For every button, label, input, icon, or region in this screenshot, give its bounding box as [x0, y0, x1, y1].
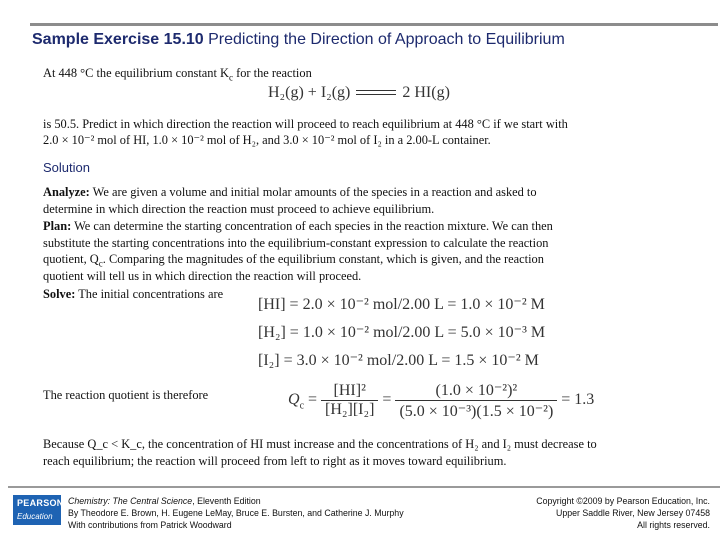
plan-text-1: We can determine the starting concentration of each species in the reaction mixture. We can then — [71, 219, 553, 233]
copyright-line-2: Upper Saddle River, New Jersey 07458 — [555, 508, 710, 518]
quotient-label: The reaction quotient is therefore — [43, 388, 209, 402]
footer-authors: By Theodore E. Brown, H. Eugene LeMay, Bruce E. Bursten, and Catherine J. Murphy — [68, 508, 404, 518]
conclusion-line-2: reach equilibrium; the reaction will proceed from left to right as it moves toward equilibrium. — [43, 454, 507, 468]
footer-book-title: Chemistry: The Central Science — [68, 496, 193, 506]
intro-text: At 448 °C the equilibrium constant K — [43, 66, 229, 80]
analyze-line-1 — [43, 184, 537, 201]
pearson-logo — [13, 495, 64, 525]
reaction-left: H₂(g) + I₂(g) — [268, 84, 351, 101]
logo-bottom-text: Education — [17, 512, 53, 521]
solution-heading: Solution — [43, 160, 90, 175]
problem-line-2: 2.0 × 10⁻² mol of HI, 1.0 × 10⁻² mol of H₂, and 3.0 × 10⁻² mol of I₂ in a 2.00-L container. — [43, 133, 491, 147]
plan-line-4: quotient will tell us in which direction the reaction will proceed. — [43, 269, 362, 283]
footer-copyright — [536, 495, 710, 531]
conclusion-line-1: Because Q_c < K_c, the concentration of HI must increase and the concentrations of H₂ and I₂ must decrease to — [43, 437, 597, 451]
copyright-line-3: All rights reserved. — [637, 520, 710, 530]
equals-sign: = — [308, 391, 322, 409]
footer-citation — [68, 495, 404, 531]
fraction-1-numerator: [HI]² — [321, 382, 378, 401]
quotient-fraction-2 — [395, 380, 557, 421]
solve-label: Solve: — [43, 287, 76, 301]
top-rule — [30, 23, 718, 26]
logo-top-text: PEARSON — [17, 498, 64, 508]
concentration-hi: [HI] = 2.0 × 10⁻² mol/2.00 L = 1.0 × 10⁻² M — [258, 296, 545, 313]
quotient-expression — [288, 380, 594, 421]
analyze-label: Analyze: — [43, 185, 90, 199]
analyze-line-2: determine in which direction the reaction must proceed to achieve equilibrium. — [43, 202, 435, 216]
intro-end: for the reaction — [232, 66, 312, 80]
quotient-fraction-1 — [321, 382, 378, 419]
slide-title — [32, 31, 565, 49]
fraction-2-denominator: (5.0 × 10⁻³)(1.5 × 10⁻²) — [399, 403, 554, 420]
title-rest: Predicting the Direction of Approach to Equilibrium — [203, 31, 565, 48]
footer-book-line — [68, 495, 404, 507]
analyze-text-1: We are given a volume and initial molar amounts of the species in a reaction and asked to — [89, 185, 537, 199]
concentration-i2: [I₂] = 3.0 × 10⁻² mol/2.00 L = 1.5 × 10⁻² M — [258, 352, 539, 369]
concentration-h2: [H₂] = 1.0 × 10⁻² mol/2.00 L = 5.0 × 10⁻³ M — [258, 324, 546, 341]
footer-contributions: With contributions from Patrick Woodward — [68, 520, 232, 530]
fraction-2-numerator: (1.0 × 10⁻²)² — [395, 380, 557, 401]
fraction-1-denominator: [H₂][I₂] — [325, 401, 375, 418]
equals-sign-2: = — [382, 391, 396, 409]
intro-line — [43, 65, 312, 86]
footer-rule — [8, 486, 720, 488]
footer-edition: , Eleventh Edition — [192, 496, 261, 506]
plan-label: Plan: — [43, 219, 72, 233]
problem-line-1: is 50.5. Predict in which direction the reaction will proceed to reach equilibrium at 448 °C if we start with — [43, 117, 568, 131]
plan-line-1 — [43, 218, 553, 235]
reaction-equation — [268, 84, 450, 102]
copyright-line-1: Copyright ©2009 by Pearson Education, Inc. — [536, 496, 710, 506]
intro-sub: c — [228, 72, 233, 83]
title-bold: Sample Exercise 15.10 — [32, 31, 204, 48]
equilibrium-arrow — [356, 88, 396, 98]
reaction-right: 2 HI(g) — [402, 84, 450, 101]
plan-text-3: quotient, Q — [43, 252, 99, 266]
plan-line-2: substitute the starting concentrations into the equilibrium-constant expression to calculate the reaction — [43, 236, 549, 250]
quotient-result: = 1.3 — [561, 391, 595, 409]
plan-sub: c — [98, 258, 103, 269]
plan-text-3-end: . Comparing the magnitudes of the equilibrium constant, which is given, and the reaction — [102, 252, 544, 266]
q-sub: c — [299, 400, 305, 412]
solve-line — [43, 286, 223, 303]
solve-text: The initial concentrations are — [75, 287, 224, 301]
q-symbol: Q — [288, 391, 300, 409]
